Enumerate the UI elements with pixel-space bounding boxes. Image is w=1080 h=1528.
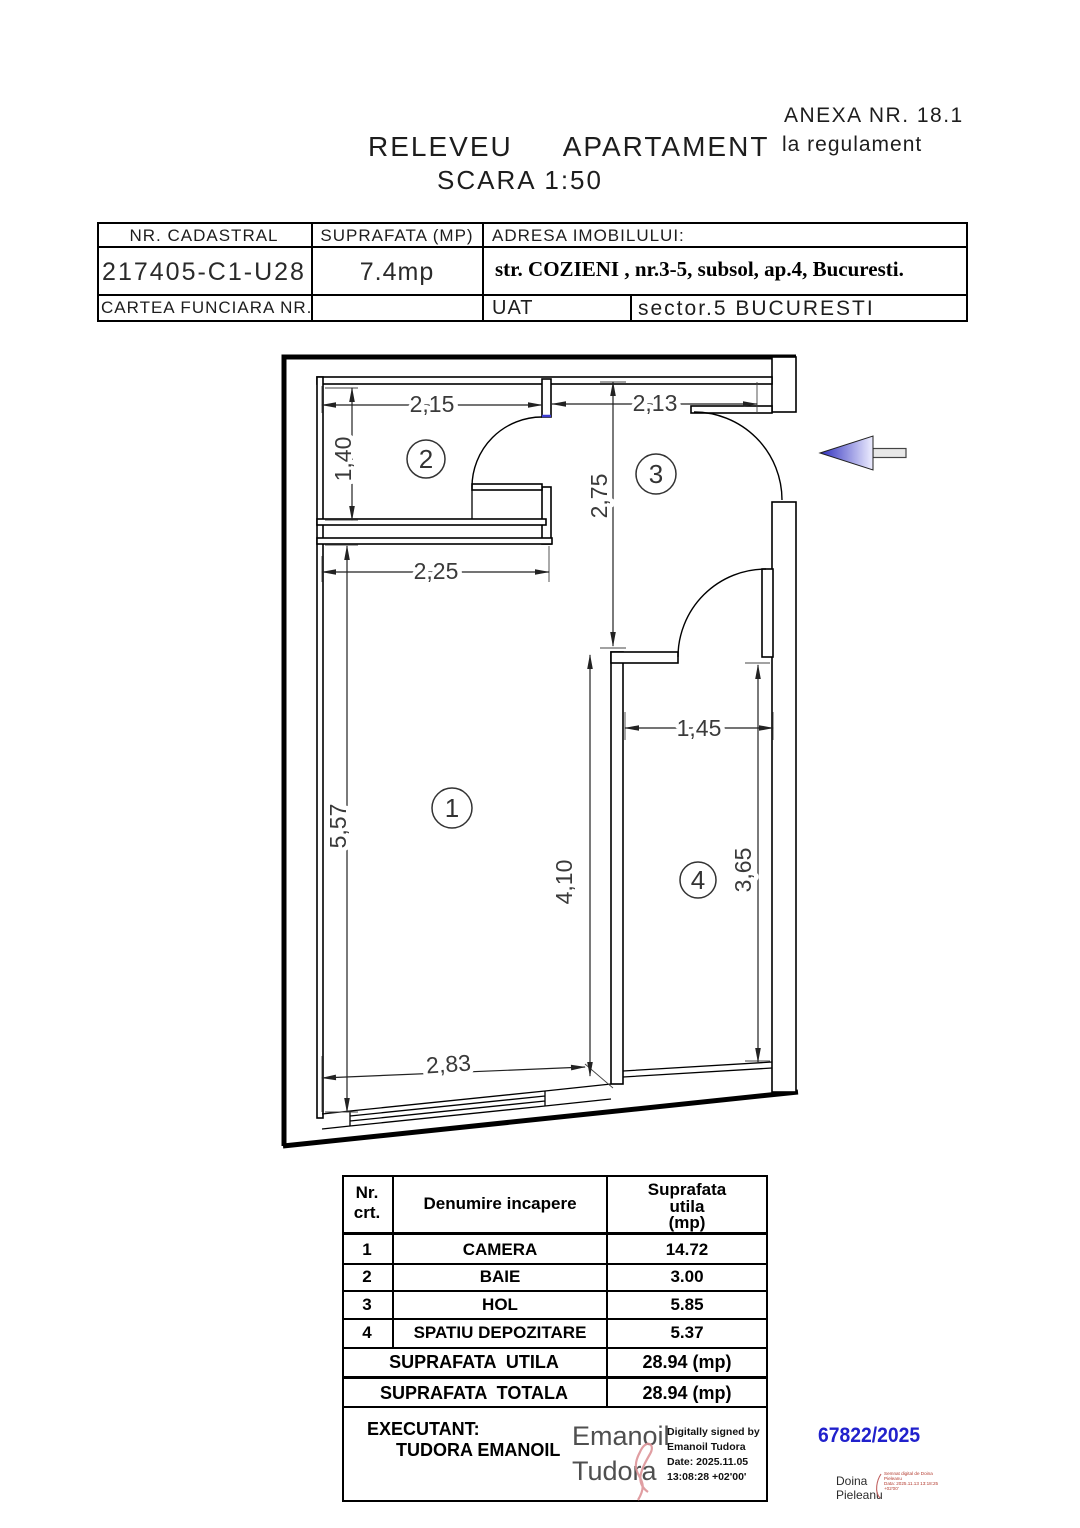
cadastral-table-vline [630, 295, 632, 322]
room-row-name: HOL [482, 1295, 518, 1314]
digital-signature-text: Digitally signed by [667, 1426, 760, 1438]
room-table-hline [342, 1318, 768, 1320]
dim-baie-h: 1,40 [330, 436, 356, 482]
nr-cadastral-label: NR. CADASTRAL [129, 226, 279, 245]
signature-flourish-icon [608, 1420, 663, 1505]
registry-number: 67822/2025 [818, 1424, 921, 1447]
stamp-signer-line-1: Doina [836, 1474, 868, 1488]
dim-hol-w: 2,13 [632, 390, 678, 416]
annex-line-2: la regulament [782, 133, 923, 156]
entrance-arrow-head [820, 436, 873, 470]
floor-plan [270, 340, 930, 1170]
page-scale: SCARA 1:50 [437, 165, 603, 195]
room-table-header-nr-2: crt. [353, 1203, 381, 1222]
suprafata-utila-value: 28.94 (mp) [642, 1352, 732, 1372]
dim-depozit-w: 1,45 [676, 715, 722, 741]
door-leaf-depozit [762, 569, 773, 657]
wall-bottom-right-seg [545, 1084, 611, 1106]
interior-walls [317, 357, 796, 1118]
wall-depozit-top [611, 652, 678, 663]
uat-value: sector.5 BUCURESTI [638, 297, 875, 320]
room-table-hline [342, 1406, 768, 1408]
suprafata-utila-label: SUPRAFATA UTILA [389, 1352, 559, 1372]
suprafata-label: SUPRAFATA (MP) [320, 226, 474, 245]
cadastral-table-hline [97, 294, 968, 296]
room-2-number: 2 [418, 444, 434, 474]
digital-signature-text: Emanoil Tudora [667, 1441, 746, 1453]
wall-right-lower [772, 502, 796, 1092]
entrance-arrow-icon [820, 436, 906, 470]
room-4-number: 4 [690, 865, 706, 895]
stamp-text: Data: 2025.11.13 13:18:25 [884, 1481, 939, 1486]
room-row-area: 5.37 [670, 1323, 704, 1342]
wall-camera-top [317, 538, 552, 544]
dim-camera-h: 5,57 [325, 803, 351, 849]
room-table-header-nr-1: Nr. [355, 1183, 379, 1202]
room-row-area: 14.72 [665, 1240, 709, 1259]
room-row-nr: 4 [362, 1323, 372, 1342]
signature-name-line-1: Emanoil [572, 1421, 670, 1451]
door-arc-entrance [694, 412, 782, 500]
room-row-area: 5.85 [670, 1295, 704, 1314]
door-leaf-baie [472, 484, 542, 490]
outer-walls [283, 355, 798, 1147]
digital-signature-text: 13:08:28 +02'00' [667, 1471, 747, 1483]
room-3-number: 3 [648, 459, 664, 489]
entrance-arrow-tail [873, 449, 906, 458]
door-arc-baie [472, 417, 542, 487]
room-row-nr: 2 [362, 1267, 372, 1286]
cartea-funciara-label: CARTEA FUNCIARA NR. [101, 298, 313, 317]
wall-central [611, 652, 623, 1084]
page-title: RELEVEU APARTAMENT [368, 131, 770, 162]
wall-right-upper [772, 357, 796, 412]
room-table-header-den: Denumire incapere [423, 1194, 577, 1213]
dim-camera-top-w: 2,25 [413, 558, 459, 584]
room-row-name: BAIE [479, 1267, 521, 1286]
outer-wall-bottom [283, 1092, 798, 1146]
room-row-area: 3.00 [670, 1267, 704, 1286]
door-arcs [472, 412, 782, 657]
cadastral-table-hline [97, 246, 968, 248]
room-row-name: SPATIU DEPOZITARE [413, 1323, 587, 1342]
stamp-text: +02'00' [884, 1486, 899, 1491]
suprafata-totala-value: 28.94 (mp) [642, 1383, 732, 1403]
cadastral-table-vline [482, 222, 484, 322]
wall-baie-hol-lower [542, 487, 551, 544]
dim-hol-h: 2,75 [586, 473, 612, 519]
stamp-text: Pieleanu [884, 1476, 902, 1481]
stamp-text: Semnat digital de Doina [884, 1471, 933, 1476]
depozit-bottom-wall [623, 1062, 772, 1077]
room-table-hline [342, 1290, 768, 1292]
room-table-hline [342, 1347, 768, 1349]
room-table-header-sup-1: Suprafata [647, 1180, 727, 1199]
stamp-flourish-icon [870, 1472, 884, 1500]
wall-inner-left-band [317, 377, 323, 1118]
room-table-header-sup-3: (mp) [668, 1213, 706, 1232]
uat-label: UAT [492, 297, 534, 319]
wall-bottom-left-seg [322, 1111, 350, 1129]
door-arc-depozit [678, 569, 766, 657]
dim-depozit-h: 3,65 [730, 847, 756, 893]
dim-baie-w: 2,15 [409, 391, 455, 417]
executant-name: TUDORA EMANOIL [396, 1440, 561, 1460]
room-1-number: 1 [444, 793, 460, 823]
suprafata-totala-label: SUPRAFATA TOTALA [380, 1383, 568, 1403]
digital-signature-text: Date: 2025.11.05 [667, 1456, 749, 1468]
dim-camera-bottom-w: 2,83 [425, 1049, 472, 1079]
adresa-value: str. COZIENI , nr.3-5, subsol, ap.4, Bucuresti. [495, 257, 904, 281]
room-table-hline [342, 1263, 768, 1265]
room-table-hline-thick [342, 1376, 768, 1379]
room-row-nr: 3 [362, 1295, 372, 1314]
signature-name-line-2: Tudora [572, 1456, 657, 1486]
adresa-label: ADRESA IMOBILULUI: [492, 226, 685, 245]
room-row-nr: 1 [362, 1240, 372, 1259]
dim-camera-right-h: 4,10 [551, 859, 577, 905]
nr-cadastral-value: 217405-C1-U28 [102, 258, 306, 286]
stamp-signer-line-2: Pieleanu [836, 1488, 883, 1502]
thin-lines [322, 487, 772, 1129]
wall-baie-hol-upper [542, 379, 551, 417]
room-table-header-sup-2: utila [669, 1197, 705, 1216]
annex-line-1: ANEXA NR. 18.1 [784, 104, 964, 127]
executant-label: EXECUTANT: [367, 1419, 480, 1439]
room-bubbles [407, 440, 716, 898]
room-row-name: CAMERA [462, 1240, 538, 1259]
suprafata-value: 7.4mp [359, 258, 435, 286]
